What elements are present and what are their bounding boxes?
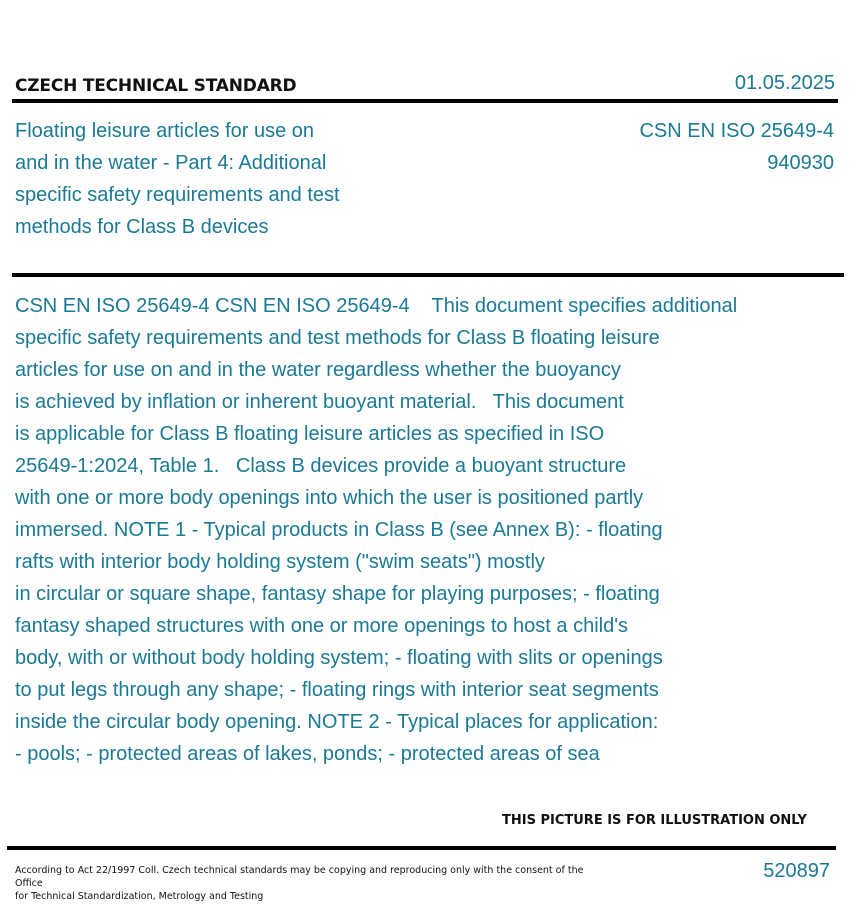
header-label: CZECH TECHNICAL STANDARD (15, 76, 297, 96)
abstract-line: fantasy shaped structures with one or more openings to host a child's (15, 615, 629, 637)
abstract-line: with one or more body openings into which the user is positioned partly (15, 487, 644, 509)
footer-divider (7, 846, 836, 850)
legal-line: for Technical Standardization, Metrology and Testing (15, 891, 264, 902)
title-divider (12, 273, 844, 277)
abstract-line: inside the circular body opening. NOTE 2 - Typical places for application: (15, 711, 659, 733)
document-number: 520897 (763, 860, 830, 882)
abstract-line: in circular or square shape, fantasy shape for playing purposes; - floating (15, 583, 660, 605)
abstract-line: body, with or without body holding system; - floating with slits or openings (15, 647, 663, 669)
title-line: specific safety requirements and test (15, 184, 340, 206)
legal-notice (15, 864, 595, 903)
illustration-note: THIS PICTURE IS FOR ILLUSTRATION ONLY (502, 813, 807, 828)
title-line: and in the water - Part 4: Additional (15, 152, 327, 174)
abstract-line: rafts with interior body holding system ("swim seats") mostly (15, 551, 545, 573)
standard-title (15, 115, 415, 243)
publication-date: 01.05.2025 (734, 72, 835, 94)
abstract (15, 290, 805, 770)
standard-code: CSN EN ISO 25649-4 (639, 120, 834, 142)
class-number: 940930 (767, 152, 834, 174)
standard-codes (639, 115, 834, 179)
abstract-line: is applicable for Class B floating leisure articles as specified in ISO (15, 423, 605, 445)
top-divider (12, 99, 838, 103)
abstract-line: CSN EN ISO 25649-4 CSN EN ISO 25649-4 This document specifies additional (15, 295, 738, 317)
abstract-line: to put legs through any shape; - floating rings with interior seat segments (15, 679, 659, 701)
abstract-line: specific safety requirements and test methods for Class B floating leisure (15, 327, 660, 349)
legal-line: According to Act 22/1997 Coll. Czech technical standards may be copying and reproducing only with the consent of the Office (15, 865, 584, 889)
abstract-line: articles for use on and in the water regardless whether the buoyancy (15, 359, 621, 381)
title-line: Floating leisure articles for use on (15, 120, 315, 142)
abstract-line: - pools; - protected areas of lakes, ponds; - protected areas of sea (15, 743, 600, 765)
abstract-line: is achieved by inflation or inherent buoyant material. This document (15, 391, 624, 413)
title-line: methods for Class B devices (15, 216, 269, 238)
abstract-line: immersed. NOTE 1 - Typical products in Class B (see Annex B): - floating (15, 519, 663, 541)
abstract-line: 25649-1:2024, Table 1. Class B devices provide a buoyant structure (15, 455, 627, 477)
